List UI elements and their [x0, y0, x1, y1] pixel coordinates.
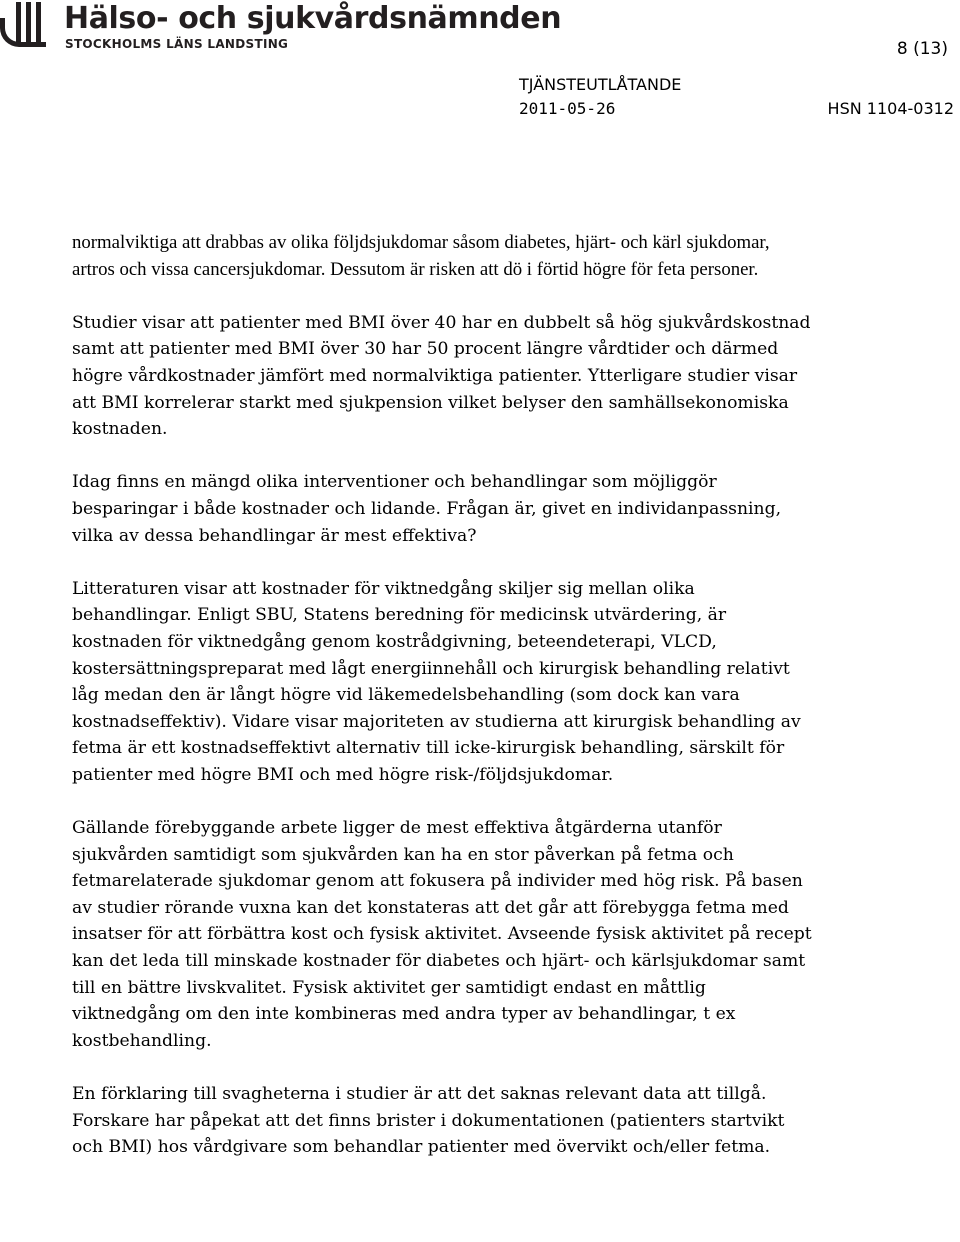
paragraph: Gällande förebyggande arbete ligger de mest effektiva åtgärderna utanför sjukvården samtidigt som sjukvården kan ha en stor påverkan på fetma och fetmarelaterade sjukdomar genom att fokusera på individer med hög risk. På basen av studier rörande vuxna kan det konstateras att det går att förebygga fetma med insatser för att förbättra kost och fysisk aktivitet. Avseende fysisk aktivitet på recept kan det leda till minskade kostnader för diabetes och hjärt- och kärlsjukdomar samt till en bättre livskvalitet. Fysisk aktivitet ger samtidigt endast en måttlig viktnedgång om den inte kombineras med andra typer av behandlingar, t ex kostbehandling. [72, 818, 812, 1051]
paragraph: En förklaring till svagheterna i studier är att det saknas relevant data att tillgå. Forskare har påpekat att det finns brister i dokumentationen (patienters startvikt och BMI) hos vårdgivare som behandlar patienter med övervikt och/eller fetma. [72, 1084, 785, 1158]
document-date: 2011-05-26 [519, 99, 616, 118]
paragraph: Idag finns en mängd olika interventioner och behandlingar som möjliggör besparingar i både kostnader och lidande. Frågan är, givet en individanpassning, vilka av dessa behandlingar är mest effektiva? [72, 472, 782, 546]
paragraph: Studier visar att patienter med BMI över 40 har en dubbelt så hög sjukvårdskostnad samt att patienter med BMI över 30 har 50 procent längre vårdtider och därmed högre vårdkostnader jämfört med normalviktiga patienter. Ytterligare studier visar att BMI korrelerar starkt med sjukpension vilket belyser den samhällsekonomiska kostnaden. [72, 312, 811, 440]
page-number: 8 (13) [896, 39, 948, 59]
sll-logo-icon [0, 0, 58, 50]
paragraph: normalviktiga att drabbas av olika följdsjukdomar såsom diabetes, hjärt- och kärl sjukdomar, artros och vissa cancersjukdomar. Dessutom är risken att dö i förtid högre för feta personer. [72, 232, 770, 280]
paragraph: Litteraturen visar att kostnader för viktnedgång skiljer sig mellan olika behandlingar. Enligt SBU, Statens beredning för medicinsk utvärdering, är kostnaden för viktnedgång genom kostrådgivning, beteendeterapi, VLCD, kostersättningspreparat med lågt energiinnehåll och kirurgisk behandling relativt låg medan den är långt högre vid läkemedelsbehandling (som dock kan vara kostnadseffektiv). Vidare visar majoriteten av studierna att kirurgisk behandling av fetma är ett kostnadseffektivt alternativ till icke-kirurgisk behandling, särskilt för patienter med högre BMI och med högre risk-/följdsjukdomar. [72, 578, 801, 785]
document-type: TJÄNSTEUTLÅTANDE [519, 75, 682, 94]
organization-name: Hälso- och sjukvårdsnämnden [64, 1, 562, 36]
document-body [72, 230, 812, 1161]
organization-subtitle: STOCKHOLMS LÄNS LANDSTING [65, 37, 289, 51]
document-reference: HSN 1104-0312 [827, 99, 954, 118]
